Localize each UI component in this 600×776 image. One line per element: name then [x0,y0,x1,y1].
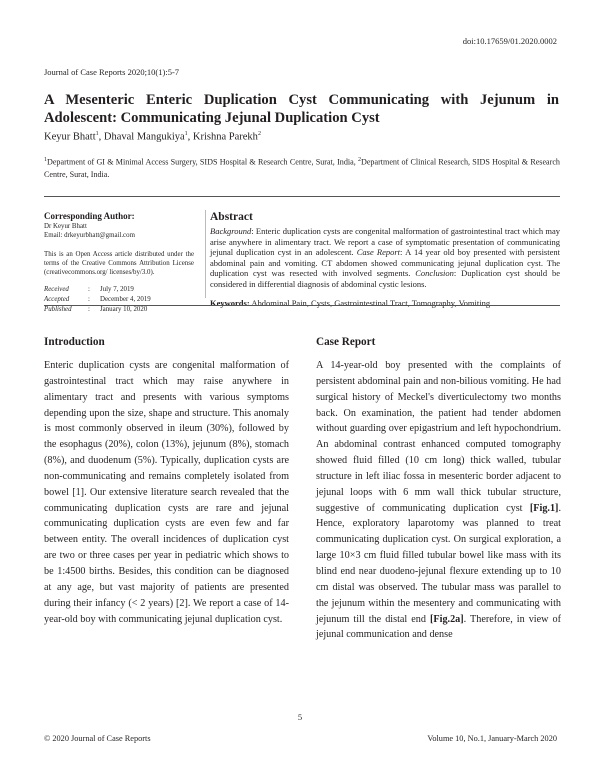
affiliation-mark: 1 [44,157,47,163]
corresponding-author-email[interactable]: Email: drkeyurbhatt@gmail.com [44,232,135,240]
case-text-part: . Therefore, in view of jejunal communication and dense [316,613,561,641]
abstract-case-label: Case Report [356,247,401,258]
open-access-notice: This is an Open Access article distributed under the terms of the Creative Commons Attribution License (creativecommons.org/ licenses/by/3.0). [44,250,194,277]
corresponding-author-heading: Corresponding Author: [44,211,135,221]
author-affiliation-mark: 2 [257,131,261,137]
case-report-text [316,358,561,643]
author-affiliation-mark: 1 [184,131,188,137]
date-value: January 10, 2020 [100,306,148,314]
header-divider [44,196,560,197]
date-value: July 7, 2019 [100,286,134,294]
corresponding-author-name: Dr Keyur Bhatt [44,223,87,230]
article-info-sidebar [44,211,194,315]
case-report-heading: Case Report [316,336,376,348]
page-number: 5 [297,712,303,722]
introduction-text: Enteric duplication cysts are congenital malformation of gastrointestinal tract which may raise anywhere in alimentary tract and presents with various symptoms depending upon the size, shape and structure. This anomaly is most commonly observed in ileum (30%), followed by the esophagus (20%), colon (13%), jejunum (8%), stomach (8%), and duodenum (5%). Typically, duplication cysts are non-communicating and remains completely isolated from bowel [1]. Our extensive literature search revealed that the communicating duplication cysts are rare and jejunal communicating duplication cysts are even few and far between entity. The overall incidences of duplication cyst are two or three cases per year in pediatric which shows to be 1:4500 births. Besides, this condition can be diagnosed at any age, but vast majority of patients are presented during their infancy (< 2 years) [2]. We report a case of 14-year-old boy with communicating jejunal duplication cyst. [44,360,289,625]
abstract-case-text: : A 14 year old boy presented with persistent abdominal pain and vomiting. CT abdomen showed communicating jejunal duplication cyst. The duplication cyst was resected with involved segments. [210,247,560,279]
footer-volume: Volume 10, No.1, January-March 2020 [427,734,557,743]
column-separator [205,210,206,298]
author-name: Dhaval Mangukiya [103,131,185,143]
abstract-text [210,226,560,290]
journal-reference: Journal of Case Reports 2020;10(1):5-7 [44,67,180,77]
figure-reference[interactable]: [Fig.2a] [430,613,464,625]
affiliation-text: Department of GI & Minimal Access Surgery, SIDS Hospital & Research Centre, Surat, India, [47,157,358,167]
keywords-text: Abdominal Pain, Cysts, Gastrointestinal Tract, Tomography, Vomiting. [249,297,493,308]
keywords-label: Keywords: [210,297,250,308]
abstract-conclusion-label: Conclusion [415,268,454,279]
author-name: Keyur Bhatt [44,131,96,143]
keywords [210,298,560,309]
date-value: December 4, 2019 [100,296,151,304]
date-label: Published [44,306,72,314]
abstract-heading: Abstract [210,211,253,223]
date-label: Received [44,286,69,294]
abstract-conclusion-text: : Duplication cyst should be considered in differential diagnosis of abdominal cystic lesions. [210,268,560,289]
abstract-divider [44,305,560,306]
date-row: Accepted : December 4, 2019 [44,296,151,304]
affiliation-text: Department of Clinical Research, SIDS Hospital & Research Centre, Surat, India. [44,157,560,180]
article-title: A Mesenteric Enteric Duplication Cyst Communicating with Jejunum in Adolescent: Communicating Jejunal Duplication Cyst [44,92,559,126]
date-row: Received : July 7, 2019 [44,285,151,295]
case-text-part: . Hence, exploratory laparotomy was planned to treat communicating duplication cyst. On surgical exploration, a large 10×3 cm fluid filled tubular bowel like mass with its blind end near duodeno-jejunal flexure extending up to 10 cm distal was observed. The tubular mass was parallel to the jejunum within the mesentery and communicating with jejunum till the distal end [316,502,561,625]
abstract-background-label: Background [210,226,252,236]
author-name: Krishna Parekh [192,131,258,143]
date-label: Accepted [44,296,70,304]
author-affiliation-mark: 1 [95,131,99,137]
case-text-part: A 14-year-old boy presented with the complaints of persistent abdominal pain and non-bilious vomiting. He had surgical history of Meckel's diverticulectomy two months back. On examination, the patient had tender abdomen without guarding over epigastrium and left hypochondrium. An abdominal contrast enhanced computed tomography showed fluid filled (10 cm long) thick walled, tubular structure in left iliac fossa in mesenteric border adjacent to jejunal loops with 6 mm wall thick tubular structure, suggestive of communicating duplication cyst [316,360,561,514]
date-row: Published : January 10, 2020 [44,305,151,315]
figure-reference[interactable]: [Fig.1] [529,502,559,514]
introduction-heading: Introduction [44,336,105,348]
affiliation-mark: 2 [358,157,361,163]
abstract-section [210,211,560,309]
affiliations [44,154,560,182]
doi: doi:10.17659/01.2020.0002 [462,36,557,46]
article-dates [44,285,151,314]
footer-copyright: © 2020 Journal of Case Reports [44,734,151,743]
abstract-background-text: : Enteric duplication cysts are congenital malformation of gastrointestinal tract which may arise anywhere in alimentary tract. We report a case of symptomatic presentation of communicating jejunal duplication cyst in an adolescent. [210,226,560,258]
author-list: Keyur Bhatt$^1$, Dhaval Mangukiya$^1$, Krishna Parekh$^2$ [44,131,261,143]
